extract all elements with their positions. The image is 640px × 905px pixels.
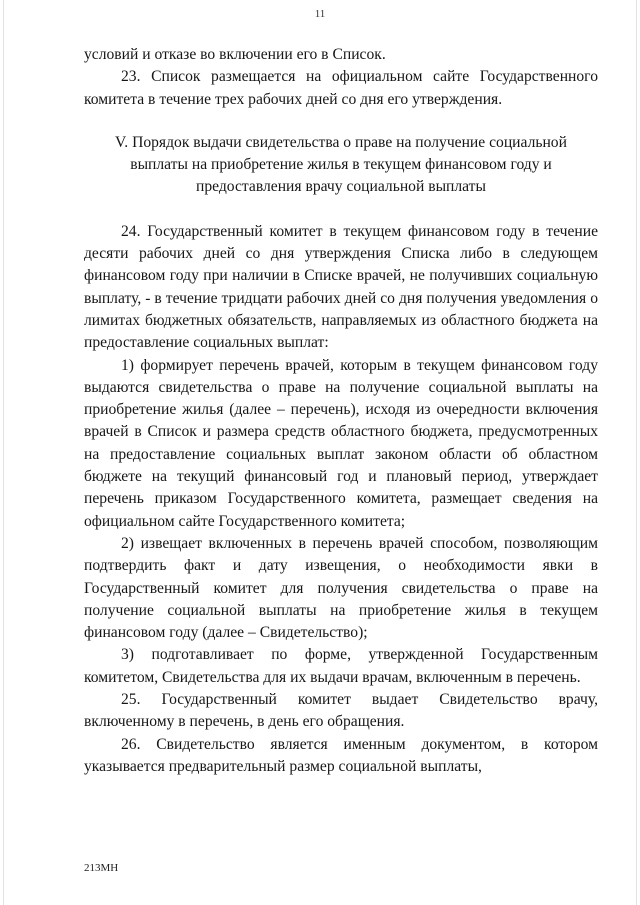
section-heading-line: V. Порядок выдачи свидетельства о праве на получение социальной (115, 133, 567, 151)
footer-document-code: 213МН (84, 862, 119, 874)
paragraph-24: 24. Государственный комитет в текущем финансовом году в течение десяти рабочих дней со дня утверждения Списка либо в следующем финансовом году при наличии в Списке врачей, не получивших социальную выплату, - в течение тридцати рабочих дней со дня получения уведомления о лимитах бюджетных обязательств, направляемых из областного бюджета на предоставление социальных выплат: (84, 222, 598, 352)
paragraph-25: 25. Государственный комитет выдает Свидетельство врачу, включенному в перечень, в день его обращения. (84, 691, 598, 731)
section-heading (84, 132, 598, 199)
scan-edge-right (636, 0, 637, 905)
scan-edge-left (3, 0, 4, 905)
paragraph-24-item-2: 2) извещает включенных в перечень врачей способом, позволяющим подтвердить факт и дату извещения, о необходимости явки в Государственный комитет для получения свидетельства о праве на получение социальной выплаты на приобретение жилья в текущем финансовом году (далее – Свидетельство); (84, 534, 598, 642)
paragraph-24-item-3: 3) подготавливает по форме, утвержденной Государственным комитетом, Свидетельства для их выдачи врачам, включенным в перечень. (84, 646, 598, 686)
section-heading-line: выплаты на приобретение жилья в текущем финансовом году и (130, 156, 552, 174)
section-heading-line: предоставления врачу социальной выплаты (196, 178, 486, 196)
paragraph-24-item-1: 1) формирует перечень врачей, которым в текущем финансовом году выдаются свидетельства о праве на получение социальной выплаты на приобретение жилья (далее – перечень), исходя из очередности включения врачей в Список и размера средств областного бюджета, предусмотренных на предоставление социальных выплат законом области об областном бюджете на текущий финансовый год и плановый период, утверждает перечень приказом Государственного комитета, размещает сведения на официальном сайте Государственного комитета; (84, 356, 598, 530)
paragraph-continuation: условий и отказе во включении его в Список. (84, 46, 386, 63)
paragraph-26: 26. Свидетельство является именным документом, в котором указывается предварительный размер социальной выплаты, (84, 735, 598, 775)
document-body (84, 44, 598, 778)
page-number: 11 (314, 8, 326, 20)
paragraph-23: 23. Список размещается на официальном сайте Государственного комитета в течение трех рабочих дней со дня его утверждения. (84, 68, 598, 108)
